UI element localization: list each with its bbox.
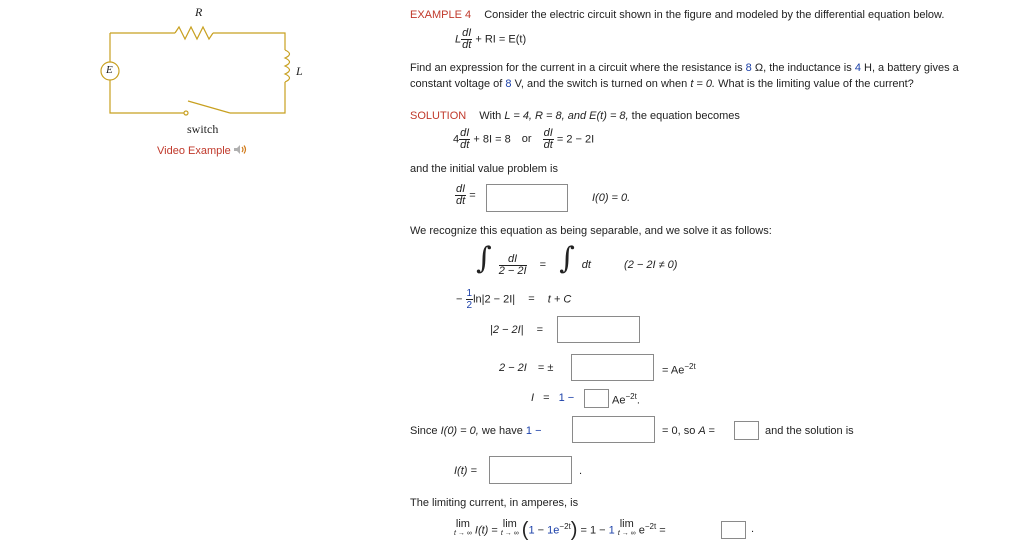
video-example-text[interactable]: Video Example — [157, 144, 231, 157]
resistor-label: R — [195, 5, 203, 19]
I-step: I = 1 − — [531, 392, 575, 404]
separable-intro: We recognize this equation as being separable, and we solve it as follows: — [410, 225, 772, 237]
ivp-answer-input[interactable] — [486, 184, 568, 212]
speaker-icon[interactable] — [234, 144, 248, 158]
log-step: − $\frac{1}{2}$ ln|2 − 2I| = t + C — [456, 288, 572, 311]
source-label: E — [106, 64, 113, 76]
eq1-fraction: $\frac{dI}{dt}$ — [462, 27, 472, 51]
It-dot: . — [579, 465, 583, 477]
limiting-intro: The limiting current, in amperes, is — [410, 497, 579, 509]
pm-step-input[interactable] — [571, 354, 654, 381]
resistance-value: 8 — [745, 62, 752, 74]
solution-is: and the solution is — [765, 425, 854, 437]
wire-bottom-left — [110, 80, 184, 113]
It-label: I(t) = — [454, 465, 477, 477]
solution-equations: 4 $\frac{dI}{dt}$ + 8I = 8 or $\frac{dI}{dt}$ = 2 − 2I — [453, 127, 595, 151]
I-step-rhs: $Ae^{-2t}$. — [612, 392, 640, 407]
problem-line-2: constant voltage of 8 V, and the switch is turned on when t = 0. What is the limiting value of the current? — [410, 78, 914, 90]
video-example-link[interactable] — [157, 144, 248, 158]
inductor-label: L — [296, 64, 303, 78]
wire-right-down — [230, 82, 285, 113]
integral-sign-icon: ∫ — [559, 241, 575, 276]
limit-dot: . — [751, 523, 755, 535]
since-rhs: = 0, so A = — [662, 425, 715, 437]
limit-input[interactable] — [721, 521, 746, 539]
integral-step: ∫ $\frac{dI}{2 - 2I}$ = ∫ dt (2 − 2I ≠ 0) — [476, 241, 678, 277]
voltage-value: 8 — [505, 78, 512, 90]
ivp-initial: I(0) = 0. — [592, 192, 631, 204]
wire-top-right — [213, 33, 285, 50]
example-header — [410, 9, 944, 21]
solution-label: SOLUTION — [410, 110, 467, 122]
since-line: Since I(0) = 0, we have 1 − — [410, 425, 542, 437]
inductance-value: 4 — [854, 62, 861, 74]
eq1-L: L — [455, 33, 462, 46]
A-input[interactable] — [734, 421, 759, 440]
switch-label: switch — [187, 122, 219, 136]
inductor-coil — [285, 50, 290, 82]
limit-expression: lim t → ∞ I(t) = lim t → ∞ $(1 - 1e^{-2t}) = 1 - 1$ lim t → ∞ $e^{-2t}$ = — [454, 518, 666, 541]
abs-step-input[interactable] — [557, 316, 640, 343]
abs-step: |2 − 2I| = — [490, 324, 544, 336]
pm-step: 2 − 2I = ± — [499, 362, 554, 374]
integral-sign-icon: ∫ — [476, 241, 492, 276]
pm-step-rhs: = $Ae^{-2t}$ — [662, 362, 696, 377]
It-input[interactable] — [489, 456, 572, 484]
diff-equation — [455, 28, 526, 51]
switch-contact — [184, 111, 188, 115]
since-input[interactable] — [572, 416, 655, 443]
ivp-intro: and the initial value problem is — [410, 163, 558, 175]
I-step-input[interactable] — [584, 389, 609, 408]
example-label: EXAMPLE 4 — [410, 9, 472, 21]
resistor-zigzag — [175, 27, 213, 39]
circuit-diagram — [100, 5, 320, 135]
eq1-rest: + RI = E(t) — [475, 33, 527, 46]
problem-line-1: Find an expression for the current in a circuit where the resistance is 8 Ω, the inductance is 4 H, a battery gives a — [410, 62, 959, 74]
switch-arm — [188, 101, 230, 113]
solution-line: SOLUTION With L = 4, R = 8, and E(t) = 8, the equation becomes — [410, 110, 740, 122]
example-intro: Consider the electric circuit shown in the figure and modeled by the differential equation below. — [484, 9, 945, 21]
ivp-lhs: $\frac{dI}{dt}$ = — [456, 183, 476, 207]
